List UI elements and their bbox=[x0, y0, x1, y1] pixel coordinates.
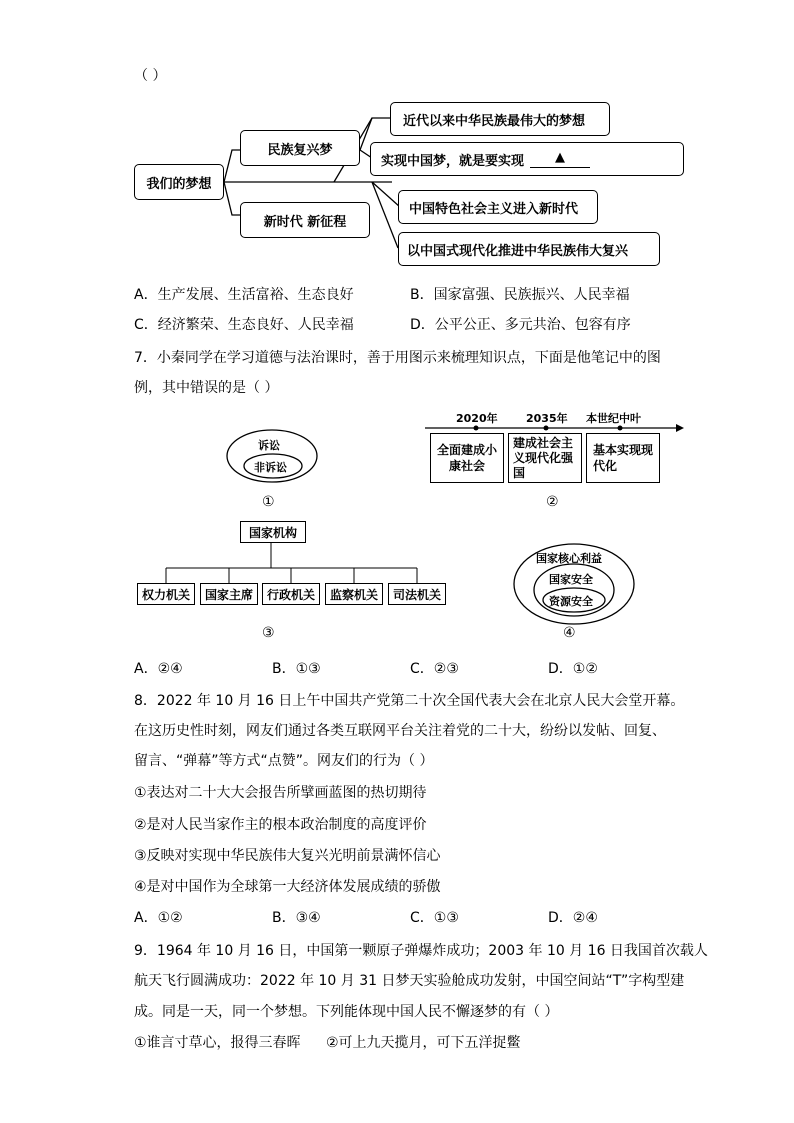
q8-option-d[interactable]: D．②④ bbox=[548, 910, 598, 926]
q9-stem-line1: 9．1964 年 10 月 16 日，中国第一颗原子弹爆炸成功；2003 年 10 月 16 日我国首次载人 bbox=[134, 943, 708, 959]
fig3-top-node bbox=[240, 521, 306, 543]
leaf1-label: 近代以来中华民族最伟大的梦想 bbox=[403, 113, 586, 129]
q6-option-b[interactable]: B．国家富强、民族振兴、人民幸福 bbox=[410, 287, 630, 303]
fig2-year-2035: 2035年 bbox=[526, 412, 568, 425]
branch2-label: 新时代 新征程 bbox=[263, 214, 347, 230]
q6-option-a[interactable]: A．生产发展、生活富裕、生态良好 bbox=[134, 287, 354, 303]
q9-stem-line2: 航天飞行圆满成功：2022 年 10 月 31 日梦天实验舱成功发射，中国空间站“T”字构型建 bbox=[134, 973, 685, 989]
fig2-box-2020 bbox=[430, 433, 504, 483]
q7-stem-line2: 例，其中错误的是（ ） bbox=[134, 380, 279, 396]
answer-paren: （ ） bbox=[134, 68, 167, 84]
fig2-box-mid-century-label: 基本实现现代化 bbox=[593, 443, 654, 473]
q7-option-c[interactable]: C．②③ bbox=[410, 661, 459, 677]
q8-option-b[interactable]: B．③④ bbox=[272, 910, 321, 926]
triangle-icon: ▲ bbox=[555, 149, 566, 165]
q8-statement-1: ①表达对二十大大会报告所擘画蓝图的热切期待 bbox=[134, 785, 427, 801]
fig2-number: ② bbox=[546, 494, 559, 510]
leaf2-label: 实现中国梦，就是要实现 bbox=[381, 153, 525, 169]
fig3-child-label: 司法机关 bbox=[392, 587, 441, 602]
q8-statement-4: ④是对中国作为全球第一大经济体发展成绩的骄傲 bbox=[134, 879, 441, 895]
q9-stem-line3: 成。同是一天，同一个梦想。下列能体现中国人民不懈逐梦的有（ ） bbox=[134, 1004, 559, 1020]
q9-statement-1: ①谁言寸草心，报得三春晖 bbox=[134, 1035, 301, 1051]
q7-option-b[interactable]: B．①③ bbox=[272, 661, 321, 677]
fig4-inner-label: 资源安全 bbox=[549, 595, 593, 608]
q8-option-a[interactable]: A．①② bbox=[134, 910, 183, 926]
fig3-child-label: 监察机关 bbox=[329, 587, 378, 602]
fig2-box-2035 bbox=[508, 433, 582, 483]
fig4-mid-label: 国家安全 bbox=[549, 573, 593, 586]
fig2-box-mid-century bbox=[586, 433, 660, 483]
fig3-child-label: 国家主席 bbox=[204, 587, 253, 602]
fig3-number: ③ bbox=[262, 625, 275, 641]
fig2-box-2020-label: 全面建成小康社会 bbox=[437, 443, 498, 473]
fig3-child-node bbox=[388, 583, 446, 605]
fig3-child-node bbox=[137, 583, 195, 605]
fig2-year-2020: 2020年 bbox=[456, 412, 498, 425]
fig4-outer-label: 国家核心利益 bbox=[536, 552, 602, 565]
q7-stem-line1: 7．小秦同学在学习道德与法治课时，善于用图示来梳理知识点，下面是他笔记中的图 bbox=[134, 350, 661, 366]
root-label: 我们的梦想 bbox=[146, 176, 212, 192]
fig3-child-node bbox=[262, 583, 320, 605]
q8-stem-line3: 留言、“弹幕”等方式“点赞”。网友们的行为（ ） bbox=[134, 753, 434, 769]
leaf4-label: 以中国式现代化推进中华民族伟大复兴 bbox=[407, 243, 629, 259]
fig1-number: ① bbox=[262, 494, 275, 510]
branch1-label: 民族复兴梦 bbox=[267, 142, 333, 158]
q6-option-d[interactable]: D．公平公正、多元共治、包容有序 bbox=[410, 317, 631, 333]
fig2-box-2035-label: 建成社会主义现代化强国 bbox=[513, 435, 574, 480]
fig3-child-label: 权力机关 bbox=[141, 587, 190, 602]
q7-option-a[interactable]: A．②④ bbox=[134, 661, 183, 677]
fig1-inner-label: 非诉讼 bbox=[254, 461, 287, 474]
q9-statement-2: ②可上九天揽月，可下五洋捉鳖 bbox=[326, 1035, 521, 1051]
fig1-outer-label: 诉讼 bbox=[258, 439, 280, 452]
q8-stem-line2: 在这历史性时刻，网友们通过各类互联网平台关注着党的二十大，纷纷以发帖、回复、 bbox=[134, 723, 666, 739]
fig3-child-node bbox=[325, 583, 383, 605]
fig4-number: ④ bbox=[563, 625, 576, 641]
q8-option-c[interactable]: C．①③ bbox=[410, 910, 459, 926]
q7-option-d[interactable]: D．①② bbox=[548, 661, 598, 677]
q8-statement-3: ③反映对实现中华民族伟大复兴光明前景满怀信心 bbox=[134, 848, 441, 864]
fig3-child-label: 行政机关 bbox=[266, 587, 315, 602]
q8-statement-2: ②是对人民当家作主的根本政治制度的高度评价 bbox=[134, 817, 427, 833]
fig2-year-mid-century: 本世纪中叶 bbox=[586, 412, 641, 425]
fig3-child-node bbox=[200, 583, 258, 605]
q8-stem-line1: 8．2022 年 10 月 16 日上午中国共产党第二十次全国代表大会在北京人民大会堂开幕。 bbox=[134, 693, 685, 709]
leaf3-label: 中国特色社会主义进入新时代 bbox=[409, 201, 579, 217]
fig3-top-label: 国家机构 bbox=[248, 525, 297, 540]
q6-option-c[interactable]: C．经济繁荣、生态良好、人民幸福 bbox=[134, 317, 354, 333]
